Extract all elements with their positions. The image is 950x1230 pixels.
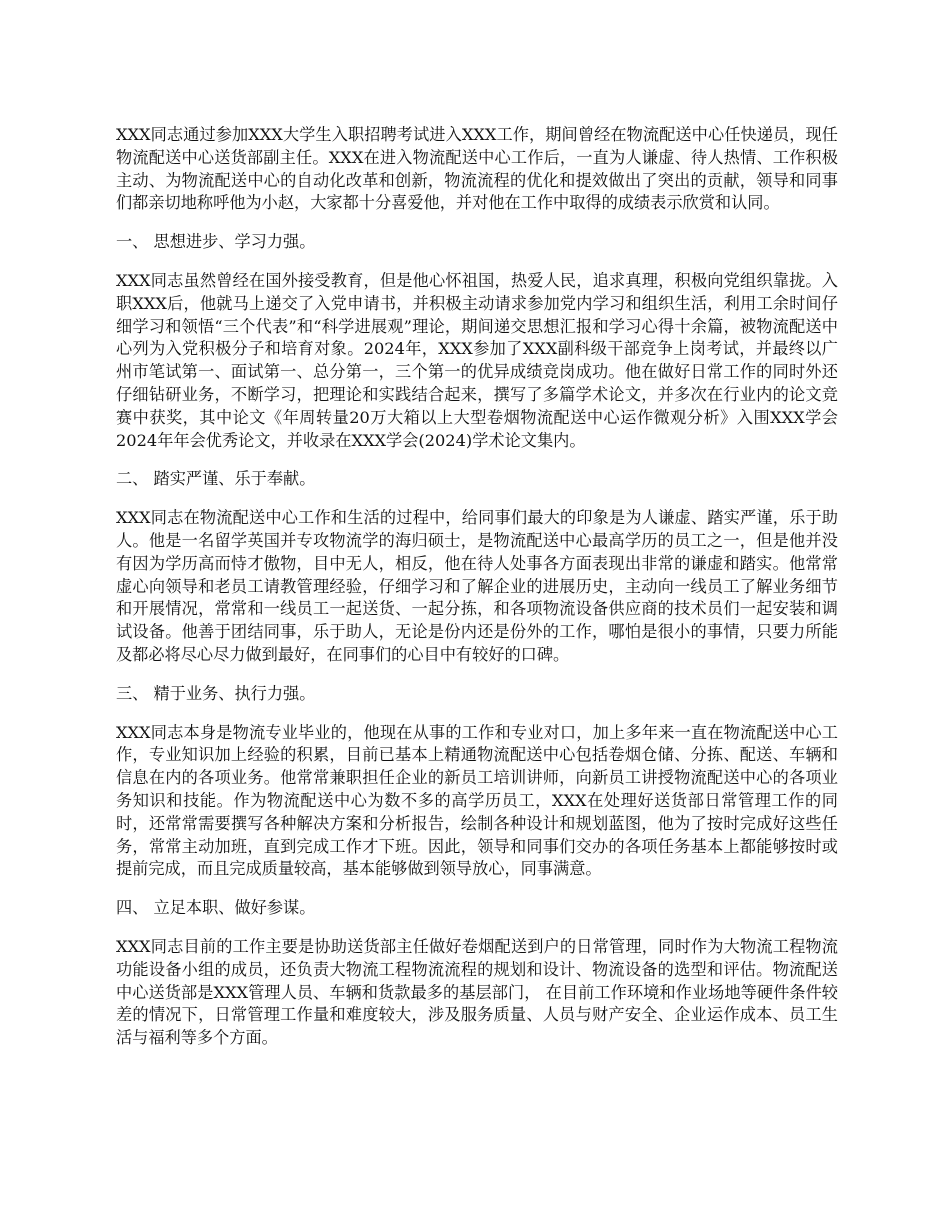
section-paragraph-2: XXX同志在物流配送中心工作和生活的过程中，给同事们最大的印象是为人谦虚、踏实严谨，乐于助人。他是一名留学英国并专攻物流学的海归硕士，是物流配送中心最高学历的员工之一，但是他并没有因为学历高而恃才傲物，目中无人，相反，他在待人处事各方面表现出非常的谦虚和踏实。他常常虚心向领导和老员工请教管理经验，仔细学习和了解企业的进展历史，主动向一线员工了解业务细节和开展情况，常常和一线员工一起送货、一起分拣，和各项物流设备供应商的技术员们一起安装和调试设备。他善于团结同事，乐于助人，无论是份内还是份外的工作，哪怕是很小的事情，只要力所能及都必将尽心尽力做到最好，在同事们的心目中有较好的口碑。 [116, 508, 838, 664]
section-heading-4: 四、 立足本职、做好参谋。 [116, 898, 316, 918]
section-paragraph-3: XXX同志本身是物流专业毕业的，他现在从事的工作和专业对口，加上多年来一直在物流配送中心工作，专业知识加上经验的积累，目前已基本上精通物流配送中心包括卷烟仓储、分拣、配送、车辆和信息在内的各项业务。他常常兼职担任企业的新员工培训讲师，向新员工讲授物流配送中心的各项业务知识和技能。作为物流配送中心为数不多的高学历员工，XXX在处理好送货部日常管理工作的同时，还常常需要撰写各种解决方案和分析报告，绘制各种设计和规划蓝图，他为了按时完成好这些任务，常常主动加班，直到完成工作才下班。因此，领导和同事们交办的各项任务基本上都能够按时或提前完成，而且完成质量较高，基本能够做到领导放心，同事满意。 [116, 722, 838, 879]
intro-paragraph: XXX同志通过参加XXX大学生入职招聘考试进入XXX工作，期间曾经在物流配送中心任快递员，现任物流配送中心送货部副主任。XXX在进入物流配送中心工作后，一直为人谦虚、待人热情、工作积极主动、为物流配送中心的自动化改革和创新，物流流程的优化和提效做出了突出的贡献，领导和同事们都亲切地称呼他为小赵，大家都十分喜爱他，并对他在工作中取得的成绩表示欣赏和认同。 [116, 125, 838, 213]
section-heading-2: 二、 踏实严谨、乐于奉献。 [116, 469, 316, 489]
section-paragraph-4: XXX同志目前的工作主要是协助送货部主任做好卷烟配送到户的日常管理，同时作为大物流工程物流功能设备小组的成员，还负责大物流工程物流流程的规划和设计、物流设备的选型和评估。物流配送中心送货部是XXX管理人员、车辆和货款最多的基层部门， 在目前工作环境和作业场地等硬件条件较差的情况下，日常管理工作量和难度较大，涉及服务质量、人员与财产安全、企业运作成本、员工生活与福利等多个方面。 [116, 936, 838, 1048]
section-heading-3: 三、 精于业务、执行力强。 [116, 683, 316, 703]
document-body [116, 124, 838, 1066]
section-heading-1: 一、 思想进步、学习力强。 [116, 232, 316, 252]
section-paragraph-1: XXX同志虽然曾经在国外接受教育，但是他心怀祖国，热爱人民，追求真理，积极向党组织靠拢。入职XXX后，他就马上递交了入党申请书，并积极主动请求参加党内学习和组织生活，利用工余时间仔细学习和领悟“三个代表”和“科学进展观”理论，期间递交思想汇报和学习心得十余篇，被物流配送中心列为入党积极分子和培育对象。2024年，XXX参加了XXX副科级干部竞争上岗考试，并最终以广州市笔试第一、面试第一、总分第一，三个第一的优异成绩竞岗成功。他在做好日常工作的同时外还仔细钻研业务，不断学习，把理论和实践结合起来，撰写了多篇学术论文，并多次在行业内的论文竞赛中获奖，其中论文《年周转量20万大箱以上大型卷烟物流配送中心运作微观分析》入围XXX学会2024年年会优秀论文，并收录在XXX学会(2024)学术论文集内。 [116, 270, 838, 450]
